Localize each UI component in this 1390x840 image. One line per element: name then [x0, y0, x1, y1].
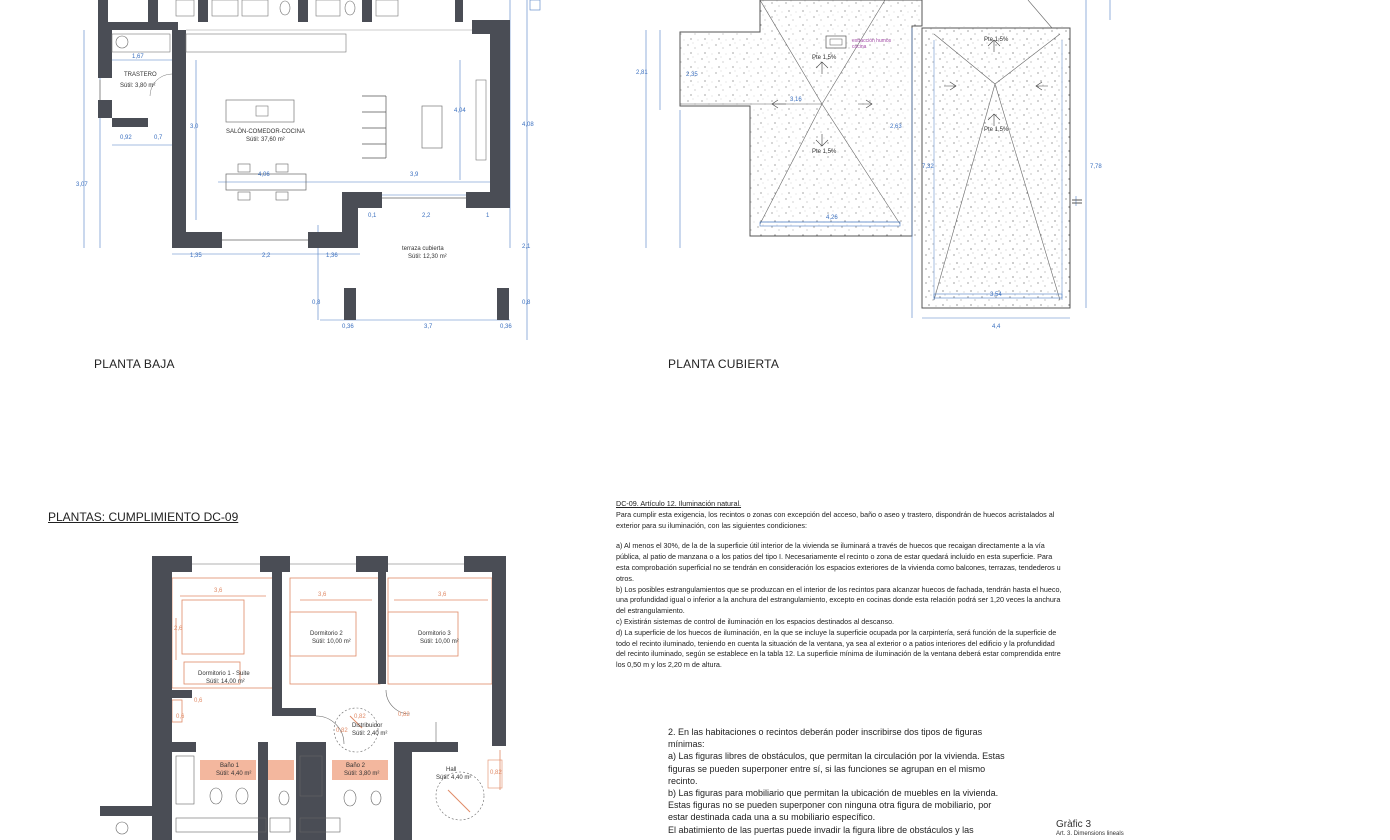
dim-label: 7,78 [1090, 164, 1102, 170]
dim-label: 2,6 [174, 626, 183, 632]
trastero-area: Sútil: 3,80 m² [120, 83, 156, 89]
room-area: Sútil: 14,00 m² [206, 679, 245, 685]
dim-label: 0,92 [120, 135, 132, 141]
dim-label: 2,2 [262, 253, 271, 259]
dim-label: 3,6 [318, 592, 327, 598]
room-area: Sútil: 2,40 m² [352, 731, 388, 737]
dim-label: 4,26 [826, 215, 838, 221]
dim-label: 2,63 [890, 124, 902, 130]
dim-label: 3,0 [190, 124, 199, 130]
dim-label: 0,82 [354, 714, 366, 720]
room-label: Dormitorio 3 [418, 631, 451, 637]
dim-label: 0,8 [312, 300, 321, 306]
dc09-heading: DC-09. Artículo 12. Iluminación natural. [616, 499, 742, 508]
room-label: Baño 2 [346, 763, 366, 769]
room-label: Distribuidor [352, 723, 383, 729]
dim-label: 1 [486, 213, 490, 219]
dim-label: 1,35 [190, 253, 202, 259]
room-area: Sútil: 10,00 m² [420, 639, 459, 645]
grafic-label: Gràfic 3 [1056, 819, 1092, 830]
dim-label: 2,35 [686, 72, 698, 78]
dim-label: 0,6 [194, 698, 203, 704]
dc09-intro: Para cumplir esta exigencia, los recintos o zonas con excepción del acceso, baño o aseo y trastero, dispondrán de huecos acristalados al exterior para su iluminación, con las siguientes condiciones: [616, 509, 1055, 530]
dim-label: 4,4 [992, 324, 1001, 330]
dim-label: 4,08 [522, 122, 534, 128]
room-area: Sútil: 10,00 m² [312, 639, 351, 645]
dim-label: 3,6 [438, 592, 447, 598]
dim-label: 3,54 [990, 292, 1002, 298]
dc09-item-c: c) Existirán sistemas de control de iluminación en los espacios destinados al descanso. [616, 616, 895, 626]
planta-cubierta-title: PLANTA CUBIERTA [668, 357, 780, 371]
chimney-label: extracción humos cocina [852, 38, 892, 50]
figuras-title: 2. En las habitaciones o recintos deberán poder inscribirse dos tipos de figuras mínimas: [668, 727, 983, 750]
dim-label: 3,16 [790, 97, 802, 103]
dim-label: 3,9 [410, 172, 419, 178]
figuras-text [668, 726, 1010, 836]
dim-label: 0,82 [336, 728, 348, 734]
dim-label: 0,82 [490, 770, 502, 776]
dim-label: 0,1 [368, 213, 377, 219]
dim-label: 0,36 [500, 324, 512, 330]
dim-label: 0,7 [154, 135, 163, 141]
slope-label: Pte 1,5% [984, 37, 1009, 43]
dim-label: 0,8 [522, 300, 531, 306]
planta-baja-title: PLANTA BAJA [94, 357, 175, 371]
dim-label: 3,6 [214, 588, 223, 594]
trastero-label: TRASTERO [124, 72, 157, 78]
salon-label: SALÓN-COMEDOR-COCINA [226, 129, 306, 135]
dim-label: 0,82 [398, 712, 410, 718]
planta-alta-drawing [100, 556, 506, 840]
dc09-item-b: b) Los posibles estrangulamientos que se produzcan en el interior de los recintos para alcanzar huecos de fachada, tendrán hasta el hueco, una profundidad igual o inferior a la anchura del estrangulamiento, excepto en cocinas donde esta relación podrá ser 1,20 veces la anchura del estrangulamiento. [616, 584, 1062, 616]
terraza-label: terraza cubierta [402, 246, 444, 252]
salon-area: Sútil: 37,60 m² [246, 137, 285, 143]
dc09-text [616, 499, 1064, 671]
dim-label: 3,7 [424, 324, 433, 330]
dim-label: 4,06 [258, 172, 270, 178]
figuras-item-c: El abatimiento de las puertas puede invadir la figura libre de obstáculos y las [668, 824, 974, 835]
slope-label: Pte 1,5% [812, 149, 837, 155]
dim-label: 4,04 [454, 108, 466, 114]
figuras-item-b: b) Las figuras para mobiliario que permitan la ubicación de muebles en la vivienda. Estas figuras no se pueden superponer con ninguna otra figura de mobiliario, por estar destinada cada una a su mobiliario específico. [668, 788, 999, 823]
section-title: PLANTAS: CUMPLIMIENTO DC-09 [48, 510, 239, 524]
dim-label: 0,6 [176, 714, 185, 720]
dim-label: 1,36 [326, 253, 338, 259]
slope-label: Pte 1,5% [984, 127, 1009, 133]
room-area: Sútil: 3,80 m² [344, 771, 380, 777]
room-area: Sútil: 4,40 m² [216, 771, 252, 777]
dim-label: 1,67 [132, 54, 144, 60]
room-area: Sútil: 4,40 m² [436, 775, 472, 781]
room-label: Baño 1 [220, 763, 240, 769]
dim-label: 3,07 [76, 182, 88, 188]
slope-label: Pte 1,5% [812, 55, 837, 61]
dc09-item-d: d) La superficie de los huecos de iluminación, en la que se incluye la superficie ocupada por la carpintería, será función de la superficie de todo el recinto iluminado, teniendo en cuenta la situación de la ventana, ya sea al exterior o a patios interiores del edificio y la profundidad del recinto iluminado, según se establece en la tabla 12. La superficie mínima de iluminación de la ventana deberá estar comprendida entre los 0,50 m y los 2,20 m de altura. [616, 627, 1061, 670]
dim-label: 7,32 [922, 164, 934, 170]
room-label: Dormitorio 2 [310, 631, 343, 637]
dim-label: 2,1 [522, 244, 531, 250]
dc09-item-a: a) Al menos el 30%, de la de la superficie útil interior de la vivienda se iluminará a través de huecos que recaigan directamente a la vía pública, al patio de manzana o a los patios del tipo I. Necesariamente el recinto o zona de estar quedará incluido en esta superficie. Para esta comprobación superficial no se tendrán en consideración los espacios exteriores de la vivienda como balcones, terrazas, tendederos u otros. [616, 541, 1061, 583]
room-label: Dormitorio 1 - Suite [198, 671, 250, 677]
grafic-sublabel: Art. 3. Dimensions lineals [1056, 831, 1124, 837]
dim-label: 2,2 [422, 213, 431, 219]
dim-label: 0,36 [342, 324, 354, 330]
figuras-item-a: a) Las figuras libres de obstáculos, que permitan la circulación por la vivienda. Estas figuras se pueden superponer entre sí, si las funciones se agrupan en el mismo recinto. [668, 751, 1005, 786]
room-label: Hall [446, 767, 457, 773]
planta-baja-drawing [84, 0, 540, 340]
dim-label: 2,81 [636, 70, 648, 76]
terraza-area: Sútil: 12,30 m² [408, 254, 447, 260]
